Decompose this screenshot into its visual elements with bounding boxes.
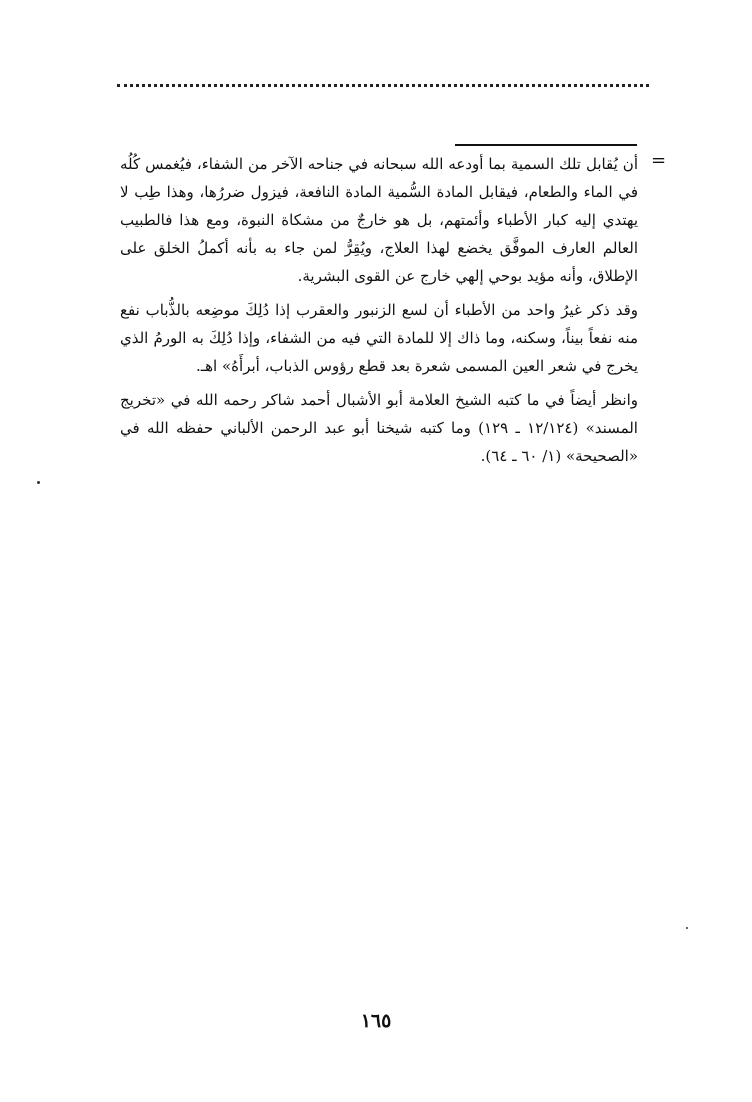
page-number: ١٦٥ — [360, 1010, 392, 1032]
footnote-paragraph-1: أن يُقابل تلك السمية بما أودعه الله سبحانه في جناحه الآخر من الشفاء، فيُغمس كُلُه في الماء والطعام، فيقابل المادة السُّمية المادة النافعة، فيزول ضررُها، وهذا طِب لا يهتدي إليه كبار الأطباء وأئمتهم، بل هو خارجٌ من مشكاة النبوة، ومع هذا فالطبيب العالم العارف الموفَّق يخضع لهذا العلاج، ويُقِرُّ لمن جاء به بأنه أكملُ الخلق على الإطلاق، وأنه مؤيد بوحي إلهي خارج عن القوى البشرية. — [120, 155, 638, 285]
header-dotted-separator — [117, 84, 649, 87]
scan-speck — [37, 481, 40, 484]
footnote-body — [120, 150, 638, 476]
footnote-continuation-mark: = — [651, 150, 667, 171]
footnote-paragraph-2: وقد ذكر غيرُ واحد من الأطباء أن لسع الزنبور والعقرب إذا دُلِكَ موضِعه بالذُّباب نفع منه نفعاً بيناً، وسكنه، وما ذاك إلا للمادة التي فيه من الشفاء، وإذا دُلِكَ به الورمُ الذي يخرج في شعر العين المسمى شعرة بعد قطع رؤوس الذباب، أبرأَهُ» اهـ. — [120, 301, 638, 375]
footnote-separator-line — [455, 144, 637, 146]
scan-speck — [686, 927, 688, 929]
footnote-paragraph-3: وانظر أيضاً في ما كتبه الشيخ العلامة أبو الأشبال أحمد شاكر رحمه الله في «تخريج المسند» (١٢/١٢٤ ـ ١٢٩) وما كتبه شيخنا أبو عبد الرحمن الألباني حفظه الله في «الصحيحة» (١/ ٦٠ ـ ٦٤). — [120, 391, 638, 465]
